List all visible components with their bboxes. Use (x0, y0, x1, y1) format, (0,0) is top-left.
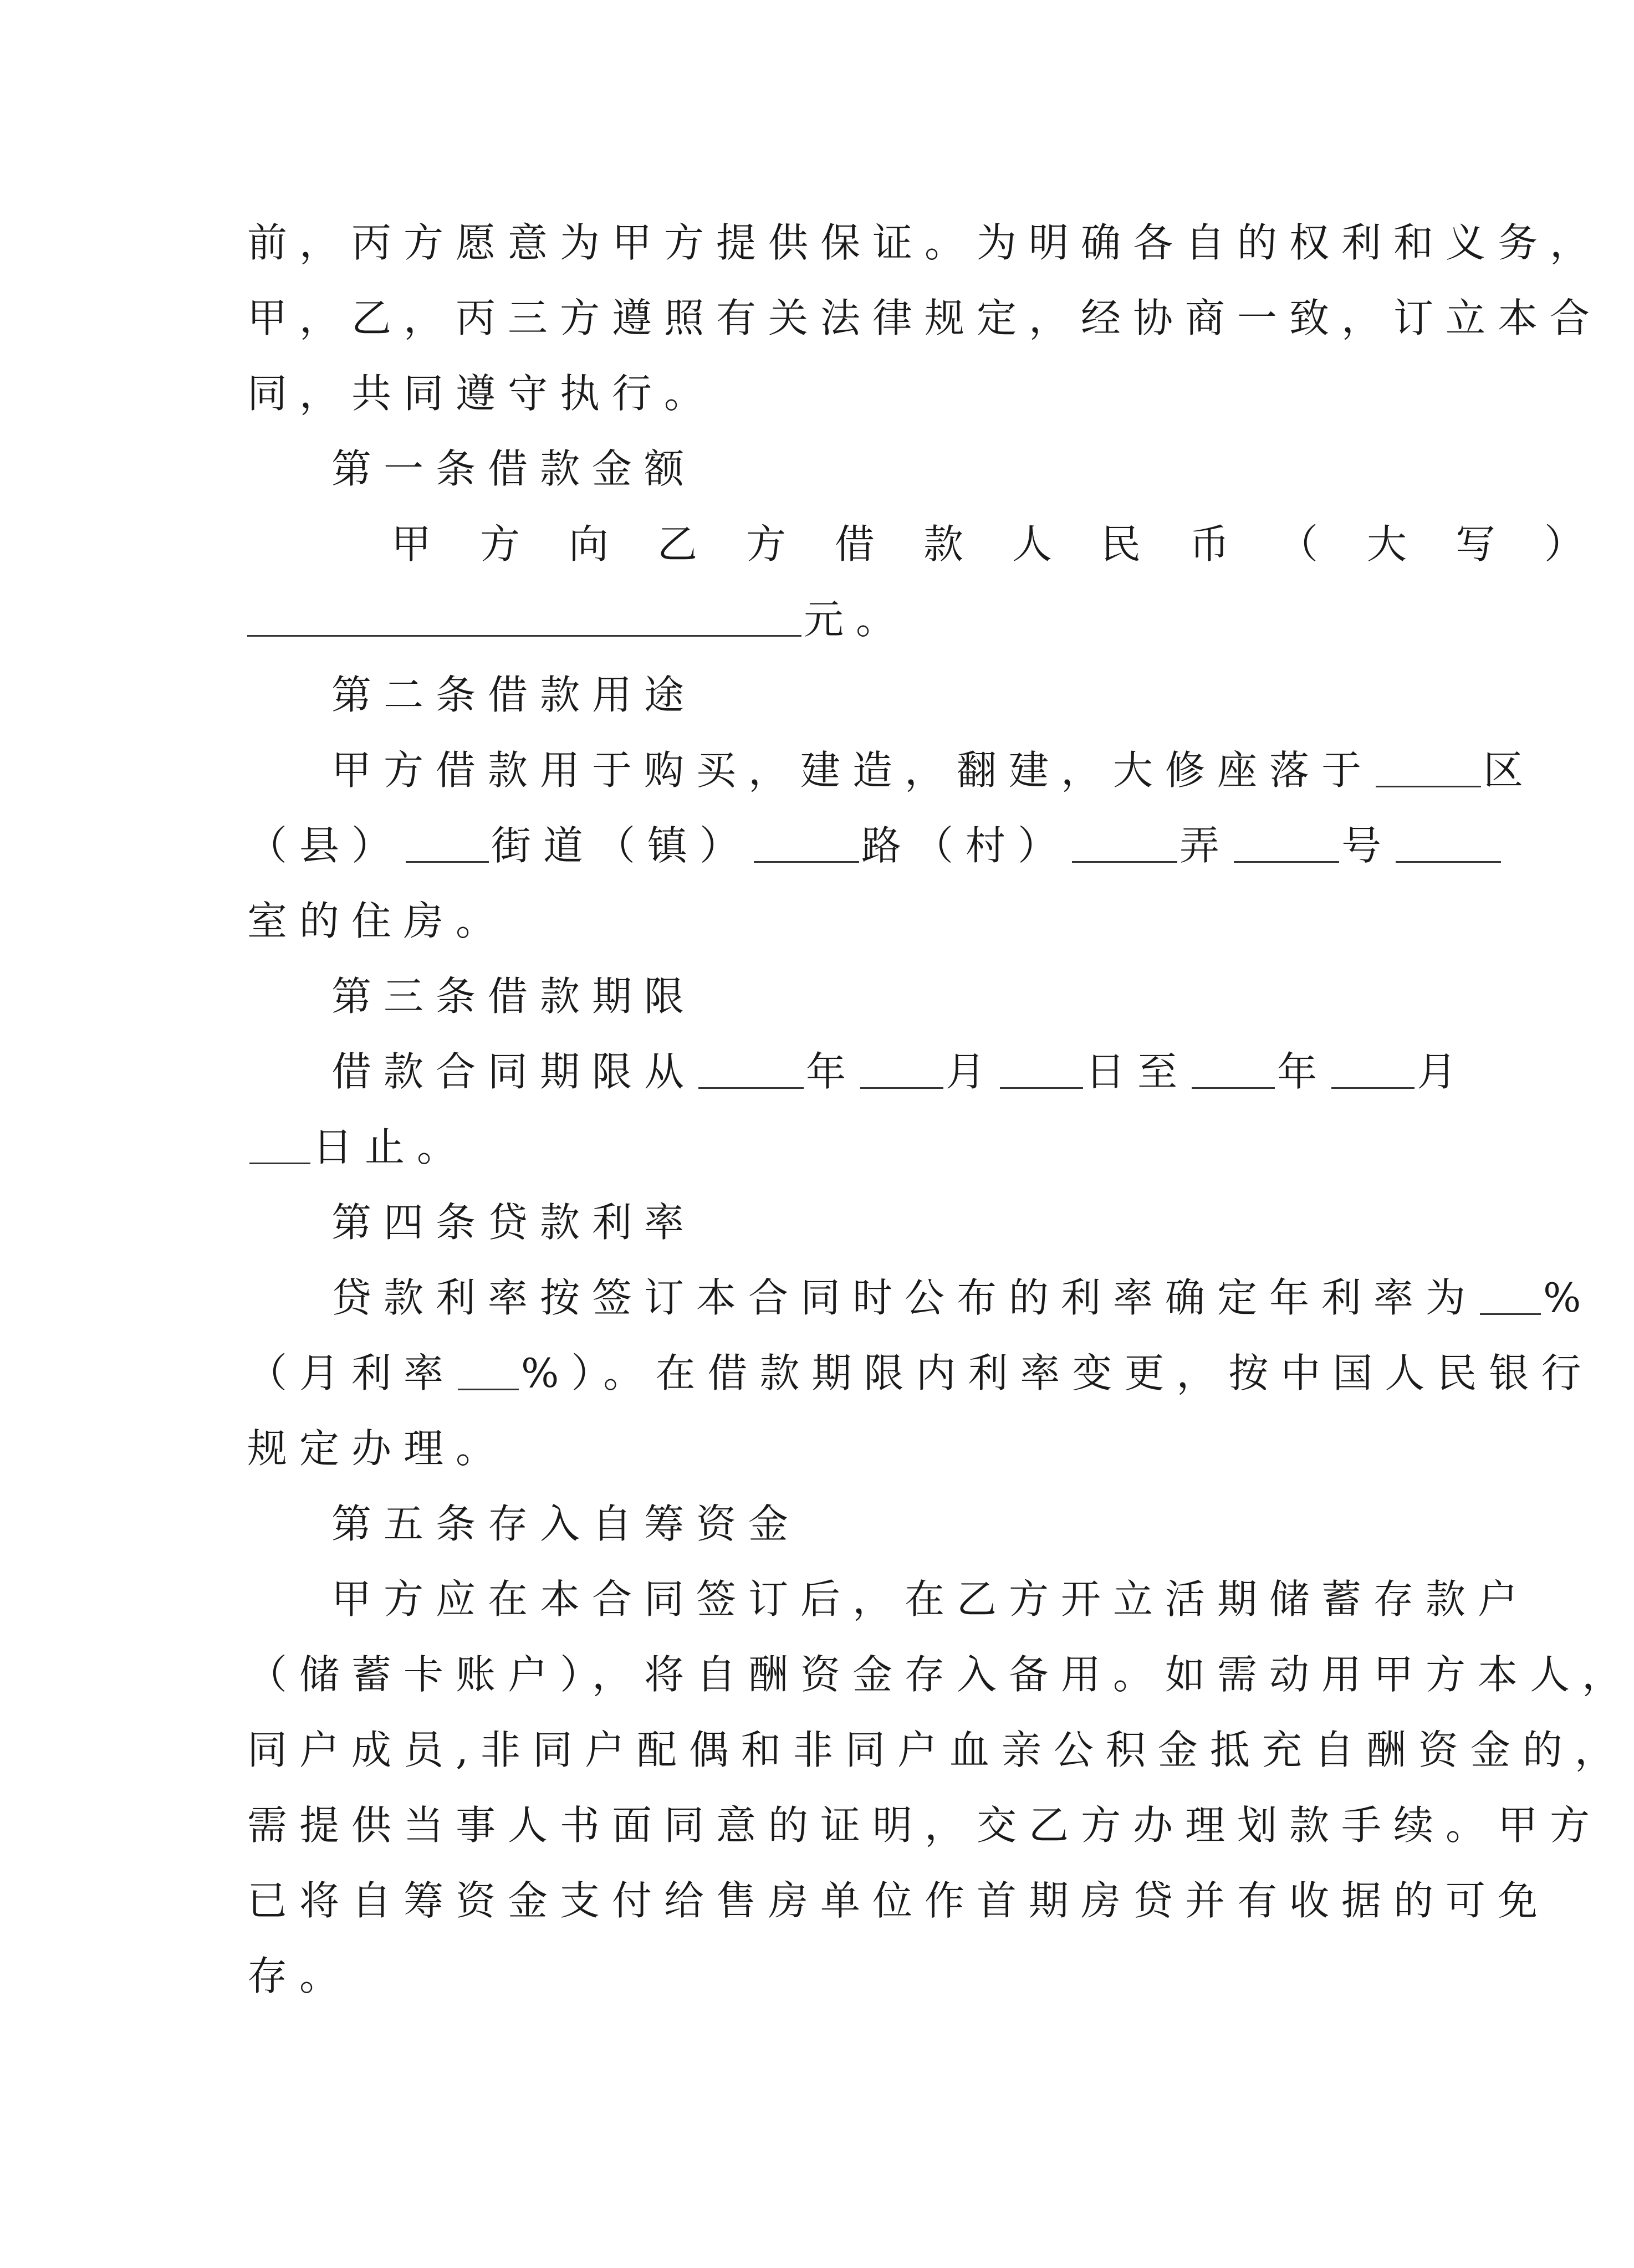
start-year-blank[interactable] (698, 1048, 804, 1089)
article-2-line-2 (247, 808, 1394, 883)
article-5-line-5: 已将自筹资金支付给售房单位作首期房贷并有收据的可免 (247, 1877, 1550, 1924)
start-year-label: 年 (806, 1048, 859, 1095)
article-1-amount-blank-line (247, 582, 1362, 657)
monthly-rate-label: （月利率 (247, 1350, 456, 1396)
intro-line-2: 甲，乙，丙三方遵照有关法律规定，经协商一致，订立本合 (247, 295, 1602, 341)
article-4-line-2 (247, 1335, 1594, 1411)
street-blank[interactable] (406, 822, 489, 863)
article-3-text: 借款合同期限从 (331, 1048, 697, 1095)
article-2-title: 第二条借款用途 (331, 672, 697, 718)
article-2-line-3: 室的住房。 (247, 898, 508, 944)
road-label: 路（村） (861, 822, 1070, 869)
article-3-line-2 (247, 1109, 1362, 1185)
article-5-title: 第五条存入自筹资金 (331, 1501, 801, 1547)
number-blank[interactable] (1234, 822, 1339, 863)
start-month-blank[interactable] (860, 1048, 943, 1089)
article-3-line-1 (247, 1034, 1469, 1109)
amount-unit: 元。 (804, 596, 908, 643)
county-label: （县） (247, 822, 404, 869)
intro-line-3: 同，共同遵守执行。 (247, 370, 717, 417)
end-month-label: 月 (1417, 1048, 1469, 1095)
district-blank[interactable] (1376, 747, 1481, 787)
article-5-line-4: 需提供当事人书面同意的证明，交乙方办理划款手续。甲方 (247, 1802, 1602, 1849)
article-5-line-2: （储蓄卡账户），将自酬资金存入备用。如需动用甲方本人， (247, 1651, 1634, 1698)
amount-blank[interactable] (247, 596, 801, 637)
intro-line-1: 前，丙方愿意为甲方提供保证。为明确各自的权利和义务， (247, 219, 1602, 266)
end-year-blank[interactable] (1192, 1048, 1275, 1089)
district-label: 区 (1483, 747, 1536, 793)
start-day-blank[interactable] (1000, 1048, 1083, 1089)
annual-rate-percent: % (1543, 1274, 1594, 1321)
annual-rate-blank[interactable] (1480, 1274, 1541, 1315)
article-5-line-3: 同户成员,非同户配偶和非同户血亲公积金抵充自酬资金的， (247, 1727, 1627, 1773)
start-day-label: 日至 (1085, 1048, 1190, 1095)
lane-blank[interactable] (1072, 822, 1177, 863)
monthly-rate-text: %）。在借款期限内利率变更，按中国人民银行 (521, 1350, 1594, 1396)
start-month-label: 月 (946, 1048, 998, 1095)
article-1-title: 第一条借款金额 (331, 446, 697, 492)
street-label: 街道（镇） (491, 822, 752, 869)
article-5-line-1: 甲方应在本合同签订后，在乙方开立活期储蓄存款户 (331, 1576, 1530, 1622)
article-1-amount-line: 甲方向乙方借款人民币（大写） (391, 521, 1633, 567)
end-day-blank[interactable] (249, 1124, 310, 1164)
article-4-line-1 (247, 1260, 1594, 1335)
lane-label: 弄 (1179, 822, 1232, 869)
article-4-text: 贷款利率按签订本合同时公布的利率确定年利率为 (331, 1274, 1478, 1321)
contract-page (247, 205, 1634, 2014)
monthly-rate-blank[interactable] (458, 1350, 519, 1390)
number-label: 号 (1341, 822, 1394, 869)
end-year-label: 年 (1277, 1048, 1330, 1095)
end-month-blank[interactable] (1331, 1048, 1415, 1089)
article-2-text: 甲方借款用于购买，建造，翻建，大修座落于 (331, 747, 1374, 793)
article-4-line-3: 规定办理。 (247, 1425, 508, 1472)
article-4-title: 第四条贷款利率 (331, 1199, 697, 1246)
road-blank[interactable] (754, 822, 859, 863)
article-3-title: 第三条借款期限 (331, 973, 697, 1020)
end-day-label: 日止。 (313, 1124, 469, 1170)
article-2-line-1 (247, 733, 1536, 808)
room-blank[interactable] (1396, 822, 1501, 863)
article-5-line-6: 存。 (247, 1953, 352, 1999)
